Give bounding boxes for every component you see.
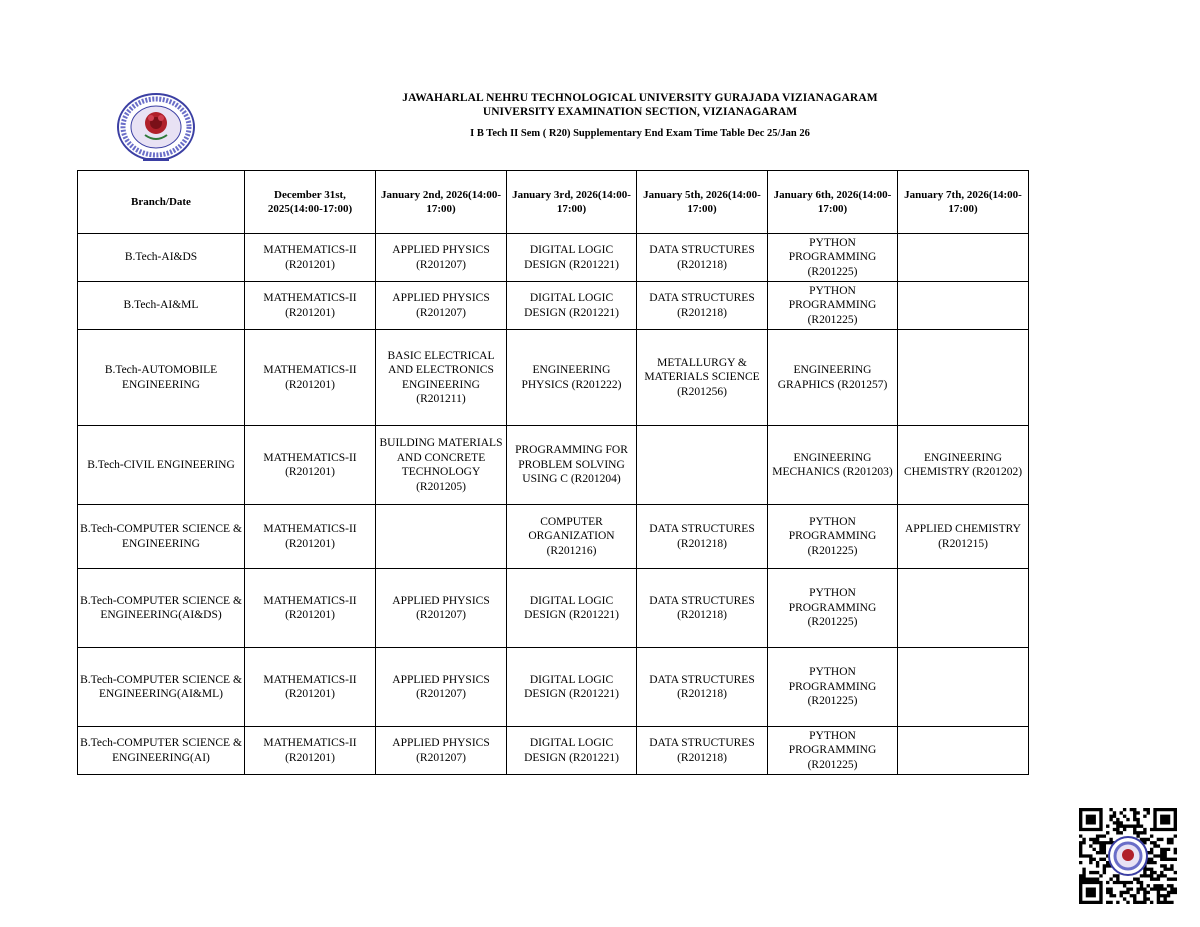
subject-cell: BUILDING MATERIALS AND CONCRETE TECHNOLOGY (R201205) — [376, 426, 507, 505]
subject-cell: MATHEMATICS-II (R201201) — [245, 234, 376, 282]
subject-cell: MATHEMATICS-II (R201201) — [245, 282, 376, 330]
branch-cell: B.Tech-COMPUTER SCIENCE & ENGINEERING(AI&ML) — [78, 648, 245, 727]
table-row — [78, 727, 1029, 775]
university-name: JAWAHARLAL NEHRU TECHNOLOGICAL UNIVERSITY GURAJADA VIZIANAGARAM — [402, 92, 878, 104]
subject-cell: ENGINEERING GRAPHICS (R201257) — [768, 330, 898, 426]
column-header: January 5th, 2026(14:00-17:00) — [637, 171, 768, 234]
subject-cell: DATA STRUCTURES (R201218) — [637, 648, 768, 727]
subject-cell: ENGINEERING CHEMISTRY (R201202) — [898, 426, 1029, 505]
subject-cell: MATHEMATICS-II (R201201) — [245, 727, 376, 775]
table-row — [78, 569, 1029, 648]
subject-cell: COMPUTER ORGANIZATION (R201216) — [507, 505, 637, 569]
column-header: January 6th, 2026(14:00-17:00) — [768, 171, 898, 234]
column-header: December 31st, 2025(14:00-17:00) — [245, 171, 376, 234]
table-row — [78, 282, 1029, 330]
timetable-table — [77, 170, 1029, 775]
column-header: January 2nd, 2026(14:00-17:00) — [376, 171, 507, 234]
subject-cell: APPLIED PHYSICS (R201207) — [376, 234, 507, 282]
subject-cell — [898, 234, 1029, 282]
subject-cell: DATA STRUCTURES (R201218) — [637, 505, 768, 569]
subject-cell — [637, 426, 768, 505]
branch-cell: B.Tech-COMPUTER SCIENCE & ENGINEERING(AI) — [78, 727, 245, 775]
subject-cell — [898, 648, 1029, 727]
table-header-row — [78, 171, 1029, 234]
table-row — [78, 330, 1029, 426]
subject-cell: BASIC ELECTRICAL AND ELECTRONICS ENGINEERING (R201211) — [376, 330, 507, 426]
subject-cell: MATHEMATICS-II (R201201) — [245, 426, 376, 505]
table-row — [78, 234, 1029, 282]
qr-code-icon[interactable] — [1079, 808, 1177, 904]
subject-cell: DATA STRUCTURES (R201218) — [637, 282, 768, 330]
table-row — [78, 426, 1029, 505]
section-name: UNIVERSITY EXAMINATION SECTION, VIZIANAGARAM — [482, 106, 798, 118]
subject-cell — [898, 569, 1029, 648]
subject-cell: DIGITAL LOGIC DESIGN (R201221) — [507, 569, 637, 648]
branch-cell: B.Tech-COMPUTER SCIENCE & ENGINEERING — [78, 505, 245, 569]
table-row — [78, 505, 1029, 569]
subject-cell: ENGINEERING PHYSICS (R201222) — [507, 330, 637, 426]
branch-cell: B.Tech-COMPUTER SCIENCE & ENGINEERING(AI&DS) — [78, 569, 245, 648]
branch-cell: B.Tech-AI&DS — [78, 234, 245, 282]
branch-cell: B.Tech-AI&ML — [78, 282, 245, 330]
subject-cell: DATA STRUCTURES (R201218) — [637, 234, 768, 282]
branch-cell: B.Tech-AUTOMOBILE ENGINEERING — [78, 330, 245, 426]
subject-cell: APPLIED PHYSICS (R201207) — [376, 727, 507, 775]
subject-cell: DATA STRUCTURES (R201218) — [637, 727, 768, 775]
table-row — [78, 648, 1029, 727]
column-header: Branch/Date — [78, 171, 245, 234]
subject-cell: MATHEMATICS-II (R201201) — [245, 505, 376, 569]
subject-cell: APPLIED PHYSICS (R201207) — [376, 569, 507, 648]
subject-cell: APPLIED PHYSICS (R201207) — [376, 648, 507, 727]
subject-cell: MATHEMATICS-II (R201201) — [245, 569, 376, 648]
subject-cell: APPLIED PHYSICS (R201207) — [376, 282, 507, 330]
subject-cell: DIGITAL LOGIC DESIGN (R201221) — [507, 648, 637, 727]
subject-cell — [376, 505, 507, 569]
subject-cell: PYTHON PROGRAMMING (R201225) — [768, 282, 898, 330]
subject-cell — [898, 727, 1029, 775]
subject-cell: PYTHON PROGRAMMING (R201225) — [768, 505, 898, 569]
subject-cell: DIGITAL LOGIC DESIGN (R201221) — [507, 282, 637, 330]
subject-cell: PROGRAMMING FOR PROBLEM SOLVING USING C (R201204) — [507, 426, 637, 505]
subject-cell: MATHEMATICS-II (R201201) — [245, 648, 376, 727]
subject-cell: DIGITAL LOGIC DESIGN (R201221) — [507, 234, 637, 282]
subject-cell: DATA STRUCTURES (R201218) — [637, 569, 768, 648]
subject-cell: PYTHON PROGRAMMING (R201225) — [768, 569, 898, 648]
branch-cell: B.Tech-CIVIL ENGINEERING — [78, 426, 245, 505]
subject-cell — [898, 330, 1029, 426]
column-header: January 3rd, 2026(14:00-17:00) — [507, 171, 637, 234]
exam-title: I B Tech II Sem ( R20) Supplementary End Exam Time Table Dec 25/Jan 26 — [470, 128, 810, 139]
subject-cell: MATHEMATICS-II (R201201) — [245, 330, 376, 426]
column-header: January 7th, 2026(14:00-17:00) — [898, 171, 1029, 234]
subject-cell: PYTHON PROGRAMMING (R201225) — [768, 727, 898, 775]
subject-cell — [898, 282, 1029, 330]
subject-cell: APPLIED CHEMISTRY (R201215) — [898, 505, 1029, 569]
subject-cell: METALLURGY & MATERIALS SCIENCE (R201256) — [637, 330, 768, 426]
subject-cell: PYTHON PROGRAMMING (R201225) — [768, 234, 898, 282]
subject-cell: PYTHON PROGRAMMING (R201225) — [768, 648, 898, 727]
subject-cell: ENGINEERING MECHANICS (R201203) — [768, 426, 898, 505]
university-seal-icon — [115, 91, 197, 165]
document-header — [330, 91, 950, 141]
subject-cell: DIGITAL LOGIC DESIGN (R201221) — [507, 727, 637, 775]
